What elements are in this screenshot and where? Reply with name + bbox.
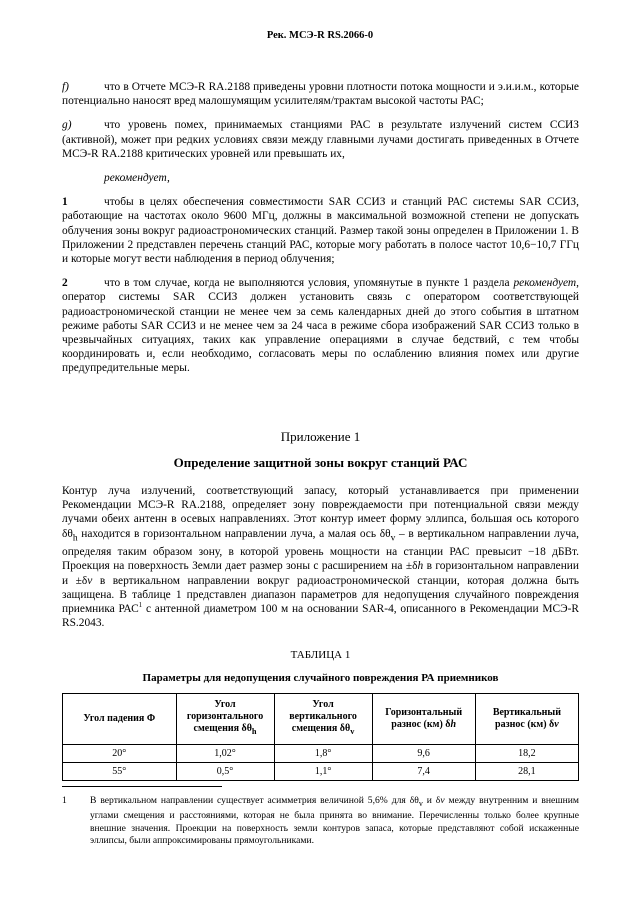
header-vertical-offset-angle: Угол вертикального смещения $\delta\theta_v$ xyxy=(274,693,372,744)
footnote-text: В вертикальном направлении существует асимметрия величиной 5,6% для $\delta\theta_v$ и δv между внутренним и внешним углами смещения и расстояниями, которая не была принята во внимание. Перечисленны только более крупные внешние значения. Проекции на поверхность земли контуров запаса, которые представляют собой искаженные эллипсы, были аппроксимированы прямоугольниками. xyxy=(90,795,580,847)
annex-text: в вертикальном направлении вокруг радиоастрономической станции, которая должна быть защищена. В таблице 1 представлен диапазон параметров для недопущения случайного повреждения приемника РАС xyxy=(62,574,580,615)
table-cell: 1,1° xyxy=(274,762,372,780)
paragraph-f xyxy=(62,80,579,108)
table-cell: 9,6 xyxy=(372,744,475,762)
table-cell: 7,4 xyxy=(372,762,475,780)
table-cell: 1,8° xyxy=(274,744,372,762)
recommends-text: рекомендует, xyxy=(104,172,170,185)
paragraph-label: f) xyxy=(62,81,69,93)
italic-symbol: h xyxy=(417,560,424,573)
paragraph-label: g) xyxy=(62,119,72,132)
annex-text: в горизонтальном направлении и ±δ xyxy=(62,560,579,587)
header-incidence-angle: Угол падения Φ xyxy=(63,693,177,744)
table-cell: 18,2 xyxy=(475,744,578,762)
table-header-row xyxy=(63,693,579,744)
paragraph-text: что в Отчете МСЭ-R RA.2188 приведены уровни плотности потока мощности и э.и.и.м., которые потенциально наносят вред малошумящим усилителям/трактам высокой частоты РАС; xyxy=(62,81,579,108)
page-header: Рек. МСЭ-R RS.2066-0 xyxy=(266,30,374,41)
table-cell: 28,1 xyxy=(475,762,578,780)
paragraph-text: что уровень помех, принимаемых станциями РАС в результате излучений систем ССИЗ (активной), может при редких условиях связи между главными лучами достигать приведенных в Отчете МСЭ-R RA.2188 критических уровней или превышать их, xyxy=(62,119,579,160)
table-cell: 1,02° xyxy=(176,744,274,762)
parameters-table xyxy=(62,693,579,781)
footnote-number: 1 xyxy=(62,795,67,806)
annex-text: находится в горизонтальном направлении луча, а малая ось δθ xyxy=(77,527,391,540)
annex-text: Контур луча излучений, соответствующий запасу, который устанавливается при применении Рекомендации МСЭ-R RA.2188, определяет зону повреждаемости при потенциальной связи между лучами обеих антенн в осевых направлениях. Этот контур имеет форму эллипса, большая ось которого δθ xyxy=(62,485,579,540)
paragraph-text: чтобы в целях обеспечения совместимости SAR ССИЗ и станций РАС системы SAR ССИЗ, работающие на частотах около 9600 МГц, должны в максимальной возможной степени не допускать облучения зоны вокруг радиоастрономических станций. Размер такой зоны определен в Приложении 1. В Приложении 2 представлен перечень станций РАС, которые могу работать в полосе частот 10,6−10,7 ГГц и которые могут вести наблюдения в период облучения; xyxy=(62,196,579,266)
recommends-heading xyxy=(62,171,579,185)
paragraph-1 xyxy=(62,195,579,266)
subscript: h xyxy=(72,532,78,543)
table-number: ТАБЛИЦА 1 xyxy=(290,649,351,662)
table-row xyxy=(63,744,579,762)
header-horizontal-offset-angle: Угол горизонтального смещения $\delta\theta_h$ xyxy=(176,693,274,744)
header-horizontal-distance: Горизонтальный разнос (км) δh xyxy=(372,693,475,744)
document-body xyxy=(62,80,579,781)
annex-paragraph xyxy=(62,484,579,630)
paragraph-text: что в том случае, когда не выполняются условия, упомянутые в пункте 1 раздела xyxy=(104,277,514,290)
footnote-separator xyxy=(62,786,222,787)
footnote xyxy=(62,795,579,848)
subscript: v xyxy=(390,532,396,543)
annex-text: с антенной диаметром 100 м на основании SAR-4, описанного в Рекомендации МСЭ-R RS.2043. xyxy=(62,602,579,630)
table-row xyxy=(63,762,579,780)
paragraph-number: 1 xyxy=(62,196,68,209)
paragraph-number: 2 xyxy=(62,277,68,290)
paragraph-2 xyxy=(62,276,579,375)
table-cell: 0,5° xyxy=(176,762,274,780)
annex-title: Определение защитной зоны вокруг станций РАС xyxy=(173,454,468,470)
annex-text: – в вертикальном направлении луча, определяя таким образом зону, в которой уровень мощности на станции РАС превысит −18 дБВт. Проекция на поверхность Земли дает размер зоны с расширением на ±δ xyxy=(62,527,579,573)
annex-label: Приложение 1 xyxy=(280,428,361,444)
header-vertical-distance: Вертикальный разнос (км) δv xyxy=(475,693,578,744)
italic-symbol: v xyxy=(87,574,93,587)
paragraph-text-italic: рекомендует xyxy=(513,277,577,290)
table-cell: 20° xyxy=(63,744,177,762)
footnote-ref[interactable]: 1 xyxy=(138,601,143,610)
table-title: Параметры для недопущения случайного повреждения РА приемников xyxy=(142,671,499,684)
paragraph-g xyxy=(62,118,579,161)
paragraph-text: , оператор системы SAR ССИЗ должен установить связь с оператором соответствующей радиоастрономической станции не менее чем за семь календарных дней до этого события в штатном режиме работы SAR ССИЗ и не менее чем за 24 часа в режиме сбора изображений SAR ССИЗ только в чрезвычайных ситуациях, таких как управление операциями в случае бедствий, с тем чтобы координировать и, если необходимо, согласовать меры по ослаблению влияния помех или другие предупредительные меры. xyxy=(62,277,579,375)
table-cell: 55° xyxy=(63,762,177,780)
